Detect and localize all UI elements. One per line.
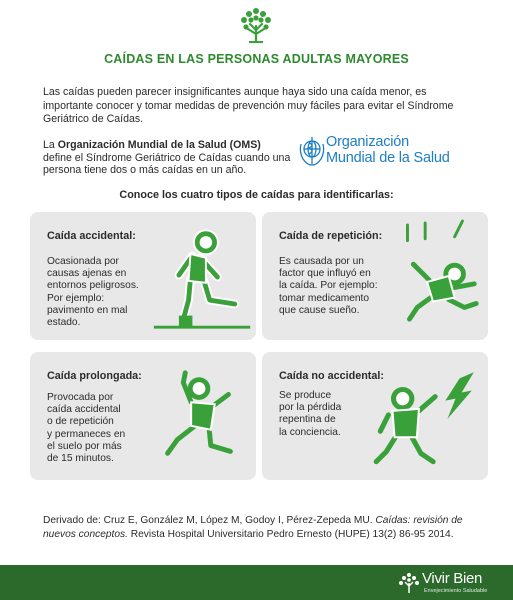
reference-suffix: Revista Hospital Universitario Pedro Ernesto (HUPE) 13(2) 86-95 2014. [127, 528, 454, 540]
card-line: causas ajenas en [47, 268, 127, 280]
card-line: estado. [47, 317, 81, 329]
card-line: que cause sueño. [279, 304, 360, 316]
card-line: Por ejemplo: [47, 292, 105, 304]
reference-prefix: Derivado de: Cruz E, González M, López M, Godoy I, Pérez-Zepeda MU. [43, 515, 376, 526]
card-non-accidental-fall [262, 352, 488, 480]
tree-logo-icon [398, 572, 420, 594]
card-line: factor que influyó en [279, 268, 371, 280]
oms-suffix: define el Síndrome Geriátrico de Caídas cuando una persona tiene dos o más caídas en un año. [43, 151, 291, 176]
card-repeated-fall [262, 212, 488, 340]
card-text [279, 390, 341, 439]
card-line: Provocada por [47, 392, 114, 403]
card-title: Caída prolongada: [47, 370, 142, 382]
who-logo-line1: Organización [326, 134, 410, 150]
card-line: de 15 minutos. [47, 453, 114, 465]
card-title: Caída de repetición: [279, 230, 383, 242]
card-text [279, 256, 378, 317]
card-line: la caída. Por ejemplo: [279, 280, 378, 292]
tree-logo-icon [237, 6, 275, 44]
intro-paragraph: Las caídas pueden parecer insignificantes aunque haya sido una caída menor, es importante conocer y tomar medidas de prevención muy fáciles para evitar el Síndrome Geriátrico de Caídas. [43, 86, 454, 125]
card-prolonged-fall [30, 352, 256, 480]
card-accidental-fall [30, 212, 256, 340]
card-line: Es causada por un [279, 256, 364, 267]
page-title: CAÍDAS EN LAS PERSONAS ADULTAS MAYORES [104, 52, 409, 66]
card-line: entornos peligrosos. [47, 280, 139, 292]
tripping-person-icon [150, 222, 256, 334]
card-line: el suelo por más [47, 440, 122, 452]
card-line: Se produce [279, 390, 332, 401]
lightning-person-icon [362, 364, 484, 476]
brand-tagline: Envejecimiento Saludable [424, 588, 488, 594]
card-line: Ocasionada por [47, 256, 119, 267]
who-logo-line2: Mundial de la Salud [326, 150, 450, 166]
card-text [47, 256, 139, 329]
brand-name: Vivir Bien [422, 570, 483, 587]
card-line: o de repetición [47, 416, 114, 428]
reference-title: Caídas: revisión de nuevos conceptos. [43, 515, 463, 540]
falling-person-icon [380, 216, 488, 336]
card-title: Caída no accidental: [279, 370, 384, 382]
card-line: y permaneces en [47, 428, 126, 440]
card-line: caída accidental [47, 404, 121, 416]
card-line: tomar medicamento [279, 292, 370, 304]
oms-org-name: Organización Mundial de la Salud (OMS) [57, 139, 261, 151]
card-title: Caída accidental: [47, 230, 136, 242]
card-text [47, 392, 125, 465]
card-line: por la pérdida [279, 402, 342, 414]
card-line: repentina de [279, 414, 336, 426]
section-subtitle: Conoce los cuatro tipos de caídas para identificarlas: [119, 189, 394, 201]
who-globe-icon [298, 134, 326, 168]
reference-citation [43, 514, 483, 541]
falling-person-icon [146, 362, 254, 472]
who-logo-text [326, 134, 450, 166]
oms-definition [43, 139, 291, 177]
card-line: pavimento en mal [47, 304, 128, 316]
card-line: la conciencia. [279, 426, 341, 438]
oms-prefix: La [43, 139, 58, 151]
